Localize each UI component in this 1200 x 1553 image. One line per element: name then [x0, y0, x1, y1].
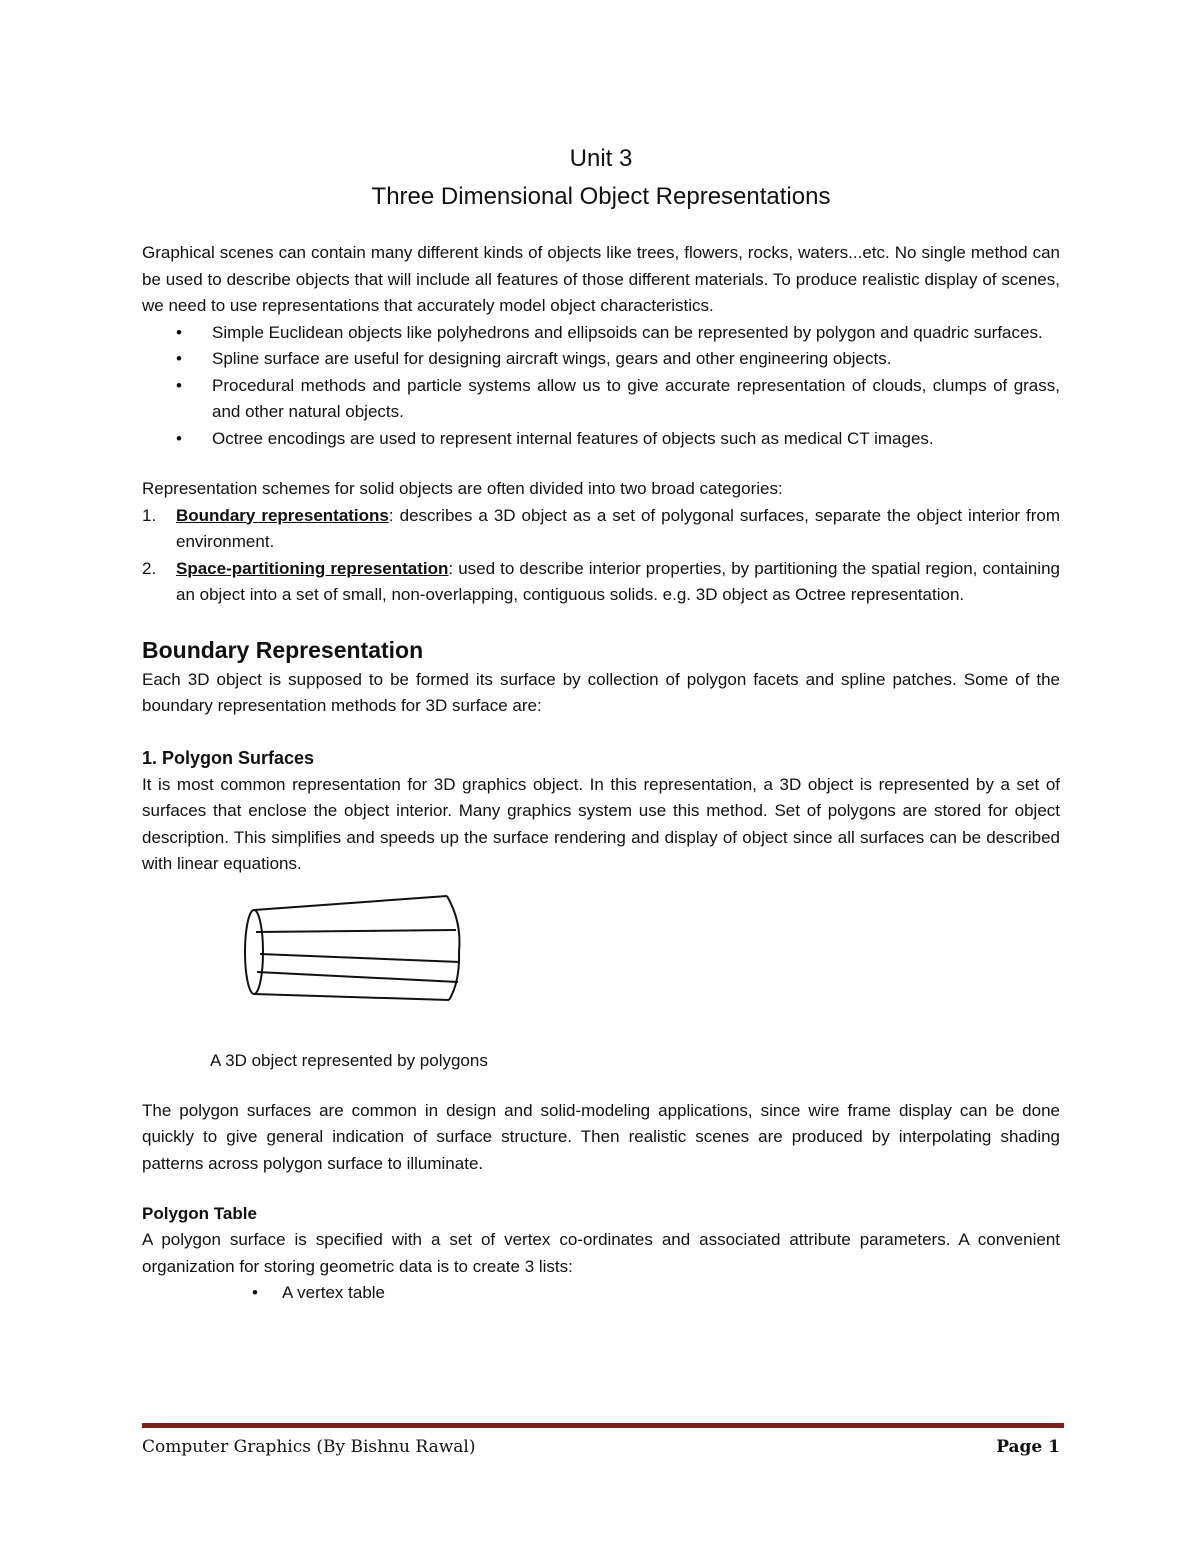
- polygon-surfaces-heading: 1. Polygon Surfaces: [142, 747, 315, 768]
- category-term: Space-partitioning representation: [176, 558, 449, 578]
- facet-line: [257, 972, 458, 982]
- category-text: : describes a 3D object as a set of polygonal surfaces, separate the object interior from environment.: [176, 505, 1061, 551]
- back-arc: [447, 896, 460, 1000]
- object-types-list: [142, 320, 1060, 453]
- category-text: : used to describe interior properties, by partitioning the spatial region, containing an object into a set of small, non-overlapping, contiguous solids. e.g. 3D object as Octree representation.: [176, 558, 1060, 604]
- facet-line: [256, 930, 456, 932]
- figure-caption: A 3D object represented by polygons: [210, 1050, 488, 1070]
- category-number: 1.: [142, 505, 157, 525]
- document-title: Three Dimensional Object Representations: [371, 183, 831, 210]
- category-term: Boundary representations: [176, 505, 389, 525]
- unit-label: Unit 3: [569, 145, 633, 172]
- bullet-item: • Simple Euclidean objects like polyhedrons and ellipsoids can be represented by polygon and quadric surfaces.: [142, 320, 1060, 347]
- polygon-table-paragraph: A polygon surface is specified with a set of vertex co-ordinates and associated attribute parameters. A convenient organization for storing geometric data is to create 3 lists:: [142, 1230, 1060, 1276]
- polygon-table-heading: Polygon Table: [142, 1204, 257, 1223]
- bullet-item: • Octree encodings are used to represent internal features of objects such as medical CT images.: [142, 426, 1060, 453]
- bullet-item: • Procedural methods and particle systems allow us to give accurate representation of clouds, clumps of grass, and other natural objects.: [142, 373, 1060, 426]
- front-ellipse: [245, 910, 263, 994]
- category-number: 2.: [142, 558, 157, 578]
- bottom-edge: [254, 994, 449, 1000]
- category-item: [142, 503, 1060, 556]
- bullet-item: • Spline surface are useful for designing aircraft wings, gears and other engineering objects.: [142, 346, 1060, 373]
- tables-list: [142, 1280, 1060, 1306]
- categories-list: [142, 503, 1060, 609]
- polygon-surfaces-paragraph: It is most common representation for 3D graphics object. In this representation, a 3D object is represented by a set of surfaces that enclose the object interior. Many graphics system use this method. Set of polygons are stored for object description. This simplifies and speeds up the surface rendering and display of object since all surfaces can be described with linear equations.: [142, 774, 1060, 873]
- boundary-heading: Boundary Representation: [142, 636, 424, 663]
- categories-lead: Representation schemes for solid objects are often divided into two broad categories:: [142, 479, 783, 498]
- boundary-paragraph: Each 3D object is supposed to be formed its surface by collection of polygon facets and spline patches. Some of the boundary representation methods for 3D surface are:: [142, 669, 1060, 715]
- polygon-object-figure: [142, 878, 1060, 1048]
- top-edge: [254, 896, 447, 910]
- category-item: [142, 556, 1060, 609]
- footer-title: Computer Graphics (By Bishnu Rawal): [142, 1437, 476, 1457]
- intro-paragraph: Graphical scenes can contain many different kinds of objects like trees, flowers, rocks, waters...etc. No single method can be used to describe objects that will include all features of those different materials. To produce realistic display of scenes, we need to use representations that accurately model object characteristics.: [142, 243, 1060, 315]
- footer-rule: [142, 1423, 1064, 1428]
- document-page: [142, 140, 1060, 1306]
- polygon-surfaces-paragraph-2: The polygon surfaces are common in design and solid-modeling applications, since wire frame display can be done quickly to give general indication of surface structure. Then realistic scenes are produced by interpolating shading patterns across polygon surface to illuminate.: [142, 1100, 1060, 1173]
- list-item: • A vertex table: [142, 1280, 1060, 1306]
- polygon-mesh-diagram: [242, 892, 472, 1012]
- facet-line: [260, 954, 460, 962]
- page-number: Page 1: [996, 1437, 1060, 1457]
